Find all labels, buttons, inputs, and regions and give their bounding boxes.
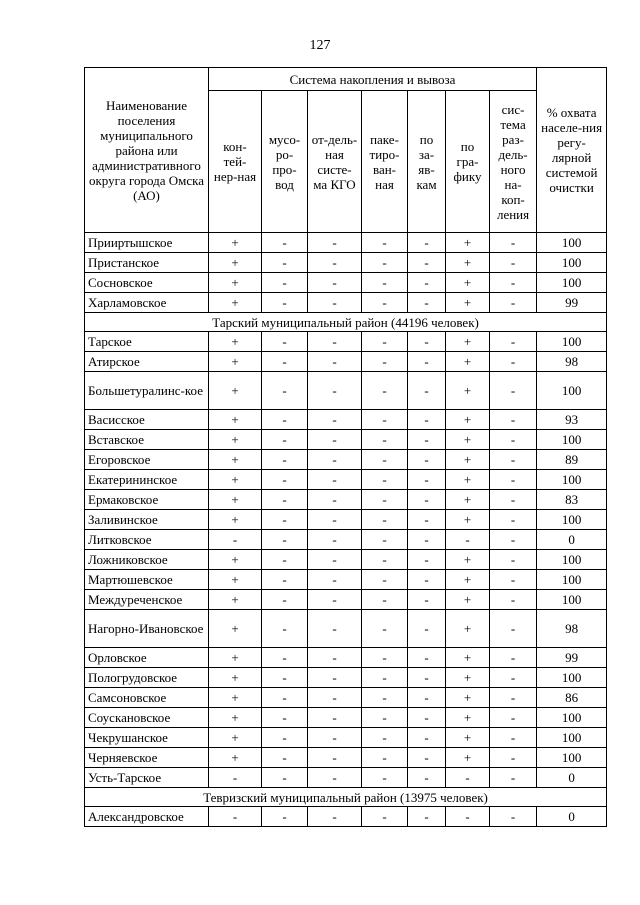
table-row [85,768,607,788]
system-mark: - [408,688,446,708]
system-mark: + [209,748,262,768]
coverage-percent: 100 [537,708,607,728]
system-mark: - [490,430,537,450]
table-row [85,728,607,748]
system-mark: + [446,510,490,530]
system-mark: - [362,590,408,610]
system-mark: + [209,410,262,430]
system-mark: + [446,273,490,293]
system-mark: - [308,570,362,590]
system-mark: - [490,708,537,728]
system-mark: + [209,648,262,668]
system-mark: + [209,668,262,688]
settlement-name: Прииртышское [85,233,209,253]
system-mark: + [209,550,262,570]
table-row [85,688,607,708]
system-mark: + [209,570,262,590]
system-mark: - [362,273,408,293]
system-mark: - [362,807,408,827]
system-mark: + [446,332,490,352]
system-mark: - [262,470,308,490]
system-mark: - [262,728,308,748]
system-mark: - [308,372,362,410]
system-mark: - [490,530,537,550]
system-mark: + [446,352,490,372]
system-mark: - [490,570,537,590]
system-mark: + [209,590,262,610]
system-mark: + [209,610,262,648]
section-row [85,313,607,332]
system-mark: - [362,570,408,590]
system-mark: - [362,748,408,768]
system-mark: + [446,708,490,728]
system-mark: + [446,430,490,450]
table-row [85,293,607,313]
system-mark: - [490,748,537,768]
system-mark: - [362,372,408,410]
coverage-percent: 0 [537,807,607,827]
settlement-name: Александровское [85,807,209,827]
table-row [85,490,607,510]
settlement-name: Харламовское [85,293,209,313]
table-row [85,648,607,668]
coverage-percent: 0 [537,768,607,788]
table-row [85,748,607,768]
system-mark: - [209,807,262,827]
page-number: 127 [309,38,331,53]
system-mark: - [262,233,308,253]
settlement-name: Мартюшевское [85,570,209,590]
system-mark: - [308,233,362,253]
system-mark: + [209,430,262,450]
col-separate-collection-header: сис-тема раз-дель-ного на-коп-ления [490,91,537,233]
table-row [85,233,607,253]
settlement-name: Вставское [85,430,209,450]
col-chute-header: мусо-ро-про-вод [262,91,308,233]
system-mark: + [446,470,490,490]
system-mark: - [408,768,446,788]
col-bagged-header: паке-тиро-ван-ная [362,91,408,233]
system-mark: - [490,590,537,610]
system-mark: - [490,550,537,570]
system-mark: + [446,550,490,570]
table-header [85,68,607,233]
system-mark: - [308,352,362,372]
system-mark: + [209,233,262,253]
system-mark: - [308,668,362,688]
col-container-header: кон-тей-нер-ная [209,91,262,233]
system-mark: - [308,470,362,490]
section-title: Тевризский муниципальный район (13975 человек) [85,788,607,807]
system-mark: - [362,253,408,273]
system-mark: - [490,610,537,648]
system-mark: - [362,293,408,313]
system-mark: + [209,728,262,748]
system-mark: + [209,293,262,313]
coverage-percent: 83 [537,490,607,510]
system-mark: + [446,648,490,668]
system-mark: - [362,430,408,450]
coverage-percent: 100 [537,470,607,490]
system-mark: - [262,807,308,827]
system-mark: - [490,768,537,788]
system-mark: - [262,372,308,410]
system-mark: - [362,610,408,648]
settlement-name: Сосновское [85,273,209,293]
system-mark: - [408,668,446,688]
system-mark: + [446,748,490,768]
system-mark: - [408,332,446,352]
system-mark: + [446,293,490,313]
system-mark: - [308,688,362,708]
system-mark: + [209,352,262,372]
settlement-name: Заливинское [85,510,209,530]
system-mark: - [362,490,408,510]
system-mark: - [308,708,362,728]
section-row [85,788,607,807]
system-mark: - [209,530,262,550]
system-mark: - [262,668,308,688]
system-mark: + [209,688,262,708]
settlement-name: Самсоновское [85,688,209,708]
system-mark: - [362,233,408,253]
coverage-percent: 99 [537,293,607,313]
table-row [85,470,607,490]
system-mark: - [262,410,308,430]
system-mark: - [408,550,446,570]
system-mark: + [209,332,262,352]
coverage-percent: 93 [537,410,607,430]
system-mark: - [490,668,537,688]
system-mark: - [362,708,408,728]
system-mark: - [490,372,537,410]
settlement-name: Егоровское [85,450,209,470]
system-mark: - [408,708,446,728]
system-mark: - [490,332,537,352]
system-mark: - [262,490,308,510]
settlement-name: Большетуралинс-кое [85,372,209,410]
table-row [85,530,607,550]
system-mark: - [408,570,446,590]
table-row [85,708,607,728]
system-mark: - [308,253,362,273]
system-mark: - [490,510,537,530]
system-mark: - [308,430,362,450]
settlement-name: Ермаковское [85,490,209,510]
system-mark: - [262,273,308,293]
settlement-name: Чекрушанское [85,728,209,748]
coverage-percent: 100 [537,668,607,688]
system-mark: + [446,372,490,410]
system-mark: - [408,610,446,648]
coverage-percent: 100 [537,372,607,410]
system-mark: + [209,273,262,293]
system-mark: - [362,470,408,490]
system-mark: - [362,332,408,352]
system-mark: - [262,590,308,610]
system-mark: - [362,688,408,708]
system-mark: - [408,253,446,273]
system-mark: + [209,253,262,273]
system-mark: - [308,510,362,530]
settlement-name: Усть-Тарское [85,768,209,788]
system-mark: - [209,768,262,788]
coverage-percent: 100 [537,332,607,352]
system-mark: - [408,273,446,293]
system-mark: - [408,648,446,668]
system-mark: - [490,490,537,510]
system-mark: - [262,708,308,728]
coverage-percent: 0 [537,530,607,550]
system-mark: + [446,668,490,688]
system-mark: - [408,293,446,313]
settlement-name: Литковское [85,530,209,550]
settlement-name: Тарское [85,332,209,352]
system-mark: - [490,688,537,708]
settlement-name: Екатерининское [85,470,209,490]
settlement-name: Васисское [85,410,209,430]
system-mark: - [362,648,408,668]
system-mark: + [209,372,262,410]
system-mark: - [490,273,537,293]
coverage-percent: 100 [537,233,607,253]
system-mark: + [446,728,490,748]
table-row [85,430,607,450]
system-mark: - [308,728,362,748]
system-mark: - [262,648,308,668]
system-mark: - [308,590,362,610]
settlement-name: Пологрудовское [85,668,209,688]
table-row [85,332,607,352]
system-mark: - [308,550,362,570]
system-mark: - [490,410,537,430]
table-row [85,273,607,293]
system-mark: + [209,510,262,530]
table-row [85,510,607,530]
system-mark: + [446,688,490,708]
system-mark: - [408,510,446,530]
system-mark: - [262,430,308,450]
system-mark: - [408,807,446,827]
system-mark: - [490,807,537,827]
system-mark: - [262,688,308,708]
coverage-percent: 98 [537,352,607,372]
table-row [85,253,607,273]
settlement-name: Пристанское [85,253,209,273]
system-mark: - [362,352,408,372]
coverage-percent-header: % охвата населе-ния регу-лярной системой очистки [537,68,607,233]
coverage-percent: 100 [537,430,607,450]
system-mark: - [308,530,362,550]
coverage-percent: 100 [537,253,607,273]
system-mark: - [362,410,408,430]
system-mark: - [490,293,537,313]
coverage-percent: 100 [537,728,607,748]
system-mark: - [262,748,308,768]
system-mark: - [308,807,362,827]
system-mark: - [490,352,537,372]
system-mark: - [408,430,446,450]
coverage-percent: 100 [537,570,607,590]
settlement-name: Нагорно-Ивановское [85,610,209,648]
system-mark: - [362,768,408,788]
system-mark: - [308,273,362,293]
coverage-percent: 100 [537,273,607,293]
table-row [85,570,607,590]
system-mark: - [262,550,308,570]
table-row [85,590,607,610]
system-mark: - [490,648,537,668]
system-mark: - [362,510,408,530]
system-mark: - [362,728,408,748]
system-mark: - [408,728,446,748]
coverage-percent: 86 [537,688,607,708]
table-row [85,410,607,430]
settlement-name: Ложниковское [85,550,209,570]
col-bulky-waste-header: от-дель-ная систе-ма КГО [308,91,362,233]
system-mark: - [446,530,490,550]
system-mark: - [446,807,490,827]
system-mark: - [408,372,446,410]
system-mark: + [446,410,490,430]
table-row [85,610,607,648]
system-mark: + [446,590,490,610]
system-mark: + [446,233,490,253]
coverage-percent: 100 [537,590,607,610]
system-mark: - [308,610,362,648]
system-mark: - [308,648,362,668]
system-mark: - [262,610,308,648]
system-mark: - [408,410,446,430]
system-mark: - [308,768,362,788]
system-mark: - [408,470,446,490]
system-mark: - [362,668,408,688]
system-mark: + [209,490,262,510]
settlement-name: Атирское [85,352,209,372]
system-mark: - [308,490,362,510]
waste-collection-table [84,67,607,827]
system-mark: - [490,728,537,748]
system-mark: - [308,332,362,352]
coverage-percent: 100 [537,510,607,530]
system-mark: - [408,233,446,253]
system-mark: - [262,253,308,273]
system-mark: - [262,352,308,372]
system-mark: + [209,708,262,728]
system-mark: + [446,610,490,648]
table-row [85,352,607,372]
system-mark: - [308,748,362,768]
system-mark: + [446,570,490,590]
settlement-name: Орловское [85,648,209,668]
system-mark: - [490,233,537,253]
table-row [85,668,607,688]
coverage-percent: 98 [537,610,607,648]
system-mark: - [308,450,362,470]
system-mark: - [362,550,408,570]
section-title: Тарский муниципальный район (44196 человек) [85,313,607,332]
table-row [85,807,607,827]
system-mark: - [490,253,537,273]
system-mark: + [209,470,262,490]
collection-system-header: Система накопления и вывоза [209,68,537,91]
system-mark: - [308,293,362,313]
system-mark: - [408,450,446,470]
system-mark: + [446,253,490,273]
settlement-name-header: Наименование поселения муниципального района или административного округа города Омска (АО) [85,68,209,233]
system-mark: - [490,450,537,470]
system-mark: - [262,332,308,352]
col-on-request-header: по за-яв-кам [408,91,446,233]
system-mark: - [262,293,308,313]
coverage-percent: 100 [537,748,607,768]
system-mark: + [209,450,262,470]
table-row [85,372,607,410]
system-mark: - [262,570,308,590]
system-mark: + [446,450,490,470]
coverage-percent: 99 [537,648,607,668]
system-mark: - [408,590,446,610]
table-row [85,450,607,470]
table-body [85,233,607,827]
system-mark: - [408,748,446,768]
system-mark: - [308,410,362,430]
system-mark: - [408,530,446,550]
settlement-name: Черняевское [85,748,209,768]
coverage-percent: 89 [537,450,607,470]
table-row [85,550,607,570]
col-scheduled-header: по гра-фику [446,91,490,233]
system-mark: - [490,470,537,490]
system-mark: - [362,450,408,470]
coverage-percent: 100 [537,550,607,570]
settlement-name: Соускановское [85,708,209,728]
system-mark: - [408,490,446,510]
system-mark: - [446,768,490,788]
system-mark: - [408,352,446,372]
system-mark: - [262,530,308,550]
system-mark: - [262,450,308,470]
system-mark: + [446,490,490,510]
system-mark: - [362,530,408,550]
settlement-name: Междуреченское [85,590,209,610]
system-mark: - [262,510,308,530]
system-mark: - [262,768,308,788]
